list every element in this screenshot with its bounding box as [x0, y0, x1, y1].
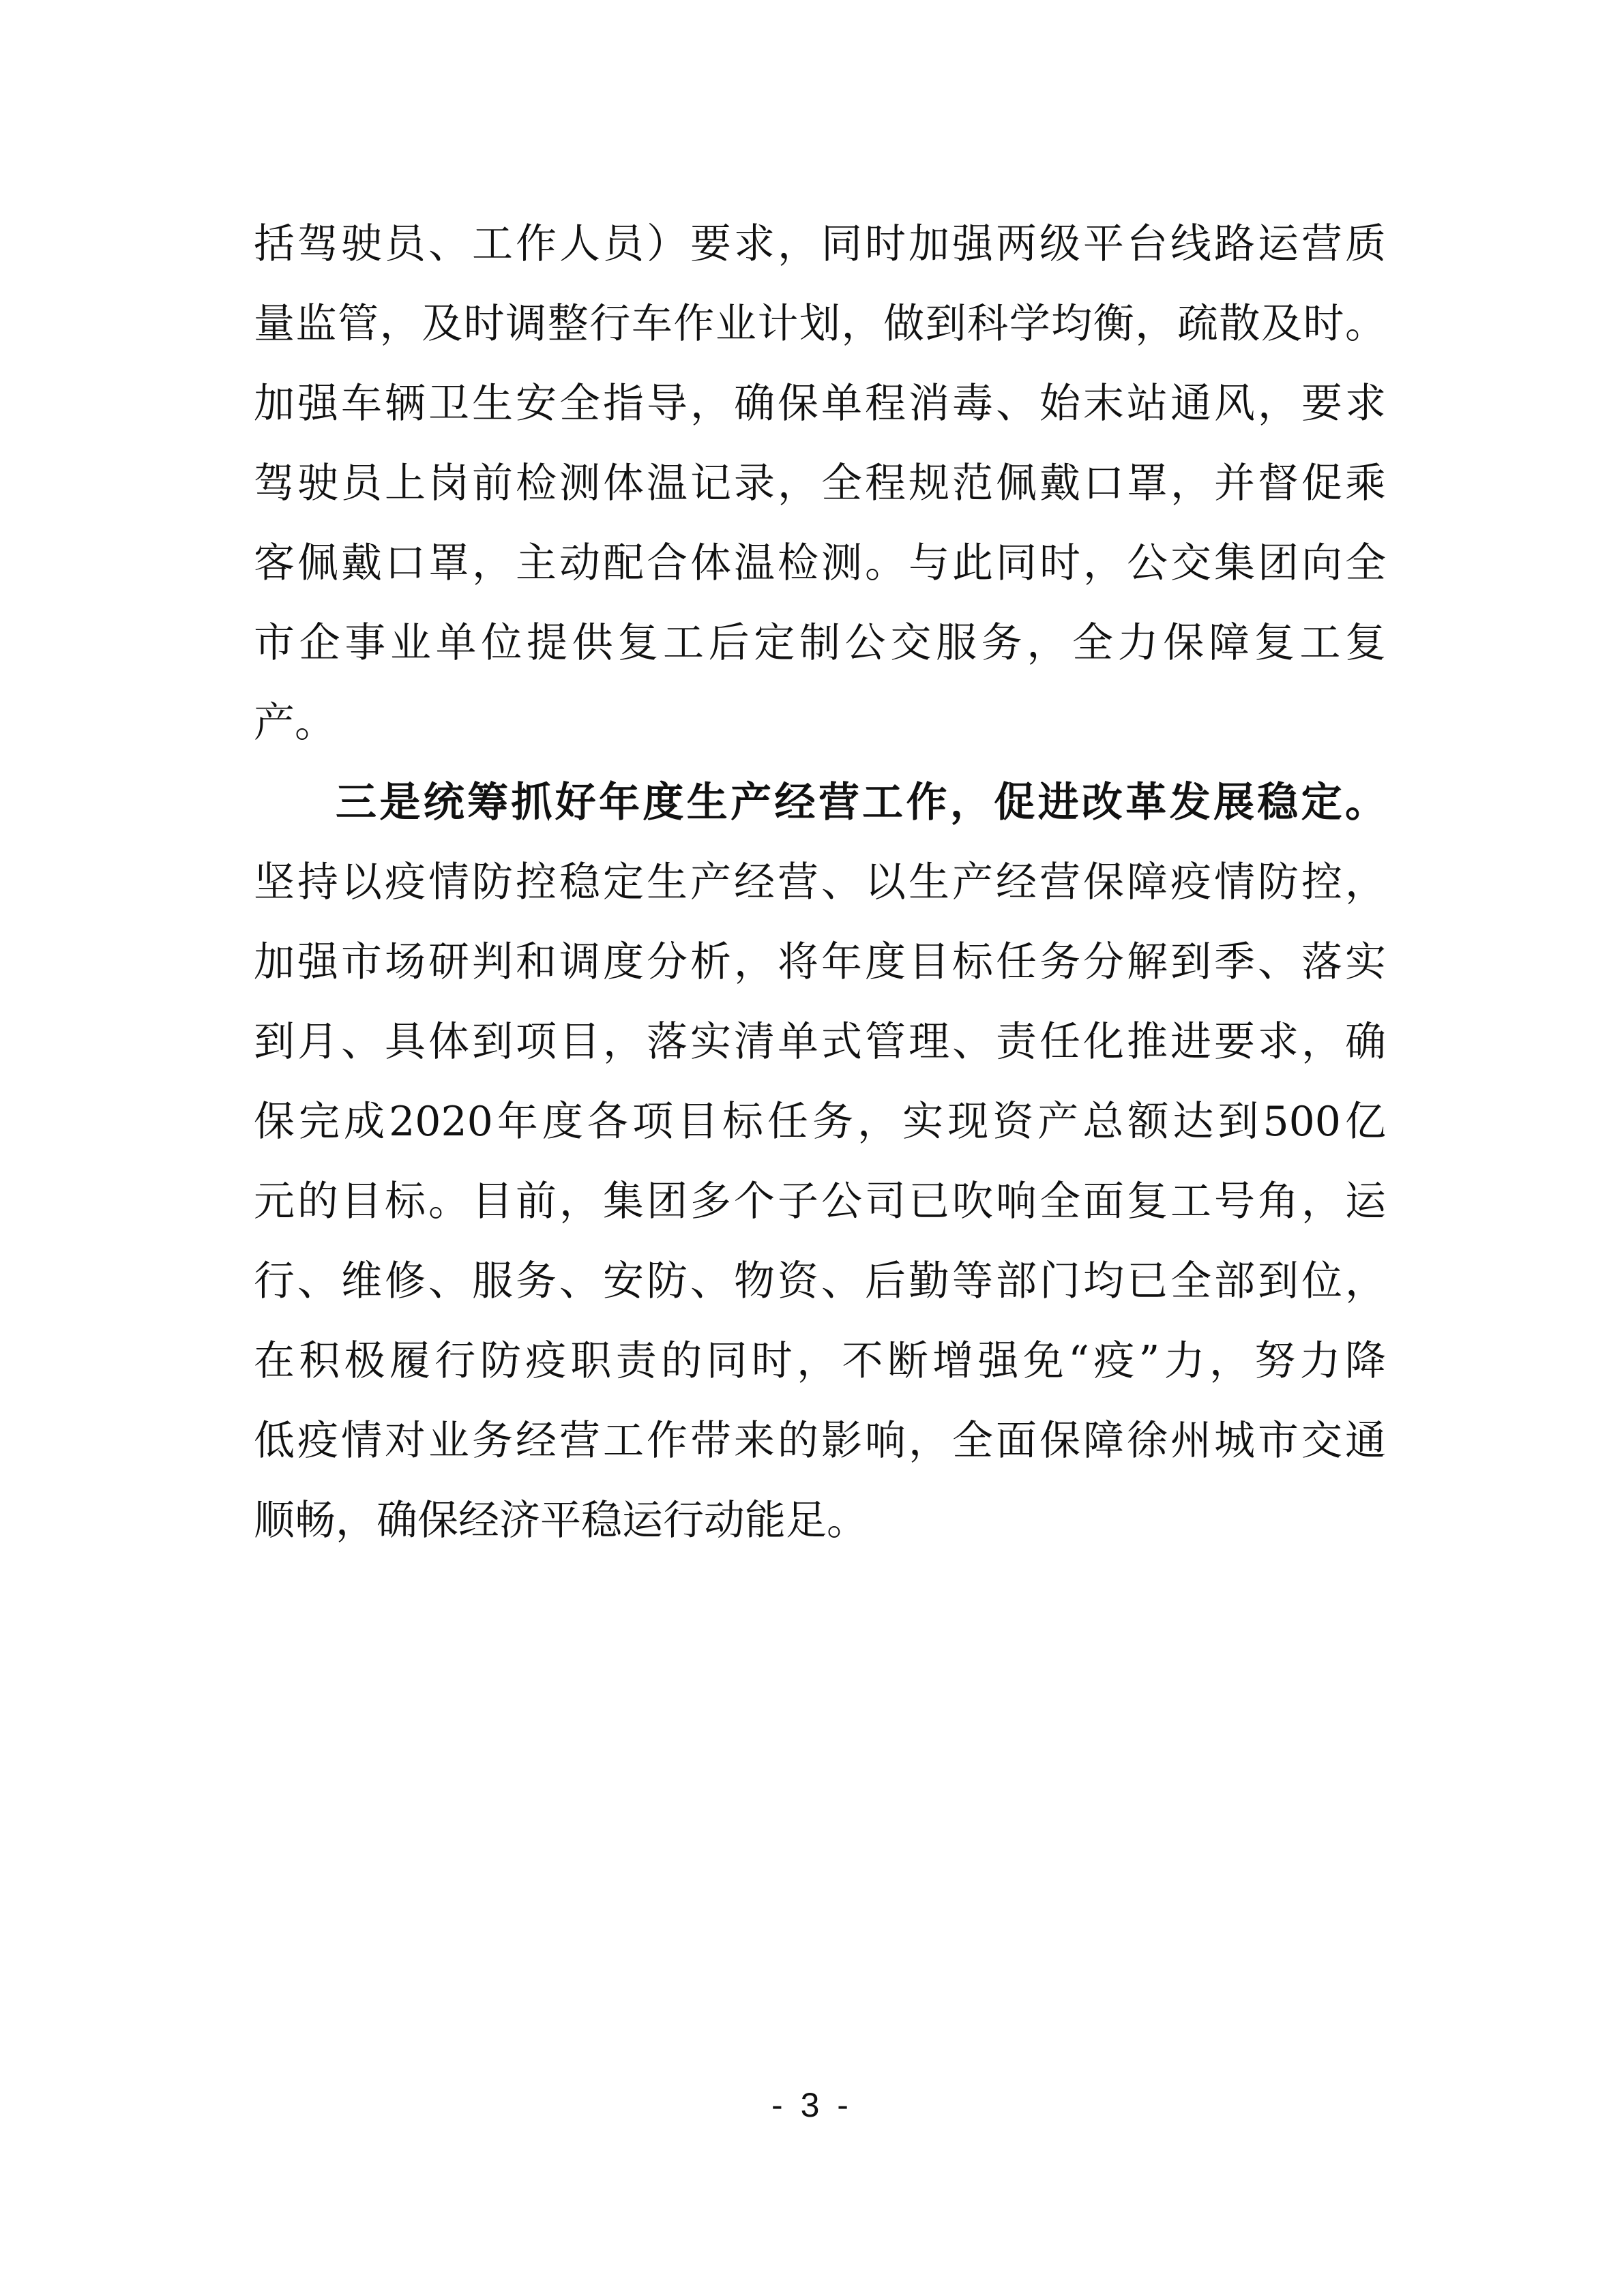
text-line: 加强市场研判和调度分析，将年度目标任务分解到季、落实 [254, 938, 1386, 986]
text-line: 低疫情对业务经营工作带来的影响，全面保障徐州城市交通 [254, 1417, 1386, 1465]
body-text [254, 205, 1386, 1561]
text-line: 量监管，及时调整行车作业计划，做到科学均衡，疏散及时。 [254, 300, 1386, 348]
page-number: - 3 - [771, 2086, 853, 2124]
text-line: 行、维修、服务、安防、物资、后勤等部门均已全部到位， [254, 1257, 1386, 1305]
paragraph-heading: 三是统筹抓好年度生产经营工作，促进改革发展稳定。 [336, 779, 1386, 826]
text-line: 括驾驶员、工作人员）要求，同时加强两级平台线路运营质 [254, 220, 1386, 268]
text-line: 产。 [254, 699, 336, 747]
paragraph-production [254, 763, 1386, 1561]
text-line: 到月、具体到项目，落实清单式管理、责任化推进要求，确 [254, 1018, 1386, 1066]
paragraph-continued [254, 205, 1386, 763]
text-line: 坚持以疫情防控稳定生产经营、以生产经营保障疫情防控， [254, 859, 1386, 906]
text-line: 驾驶员上岗前检测体温记录，全程规范佩戴口罩，并督促乘 [254, 460, 1386, 507]
text-line: 保完成2020年度各项目标任务，实现资产总额达到500亿 [254, 1098, 1386, 1146]
text-line: 顺畅，确保经济平稳运行动能足。 [254, 1497, 868, 1545]
text-line: 加强车辆卫生安全指导，确保单程消毒、始末站通风，要求 [254, 380, 1386, 428]
text-line: 市企事业单位提供复工后定制公交服务，全力保障复工复 [254, 619, 1386, 667]
text-line: 客佩戴口罩，主动配合体温检测。与此同时，公交集团向全 [254, 539, 1386, 587]
text-line: 元的目标。目前，集团多个子公司已吹响全面复工号角，运 [254, 1178, 1386, 1225]
text-line: 在积极履行防疫职责的同时，不断增强免“疫”力，努力降 [254, 1337, 1386, 1385]
